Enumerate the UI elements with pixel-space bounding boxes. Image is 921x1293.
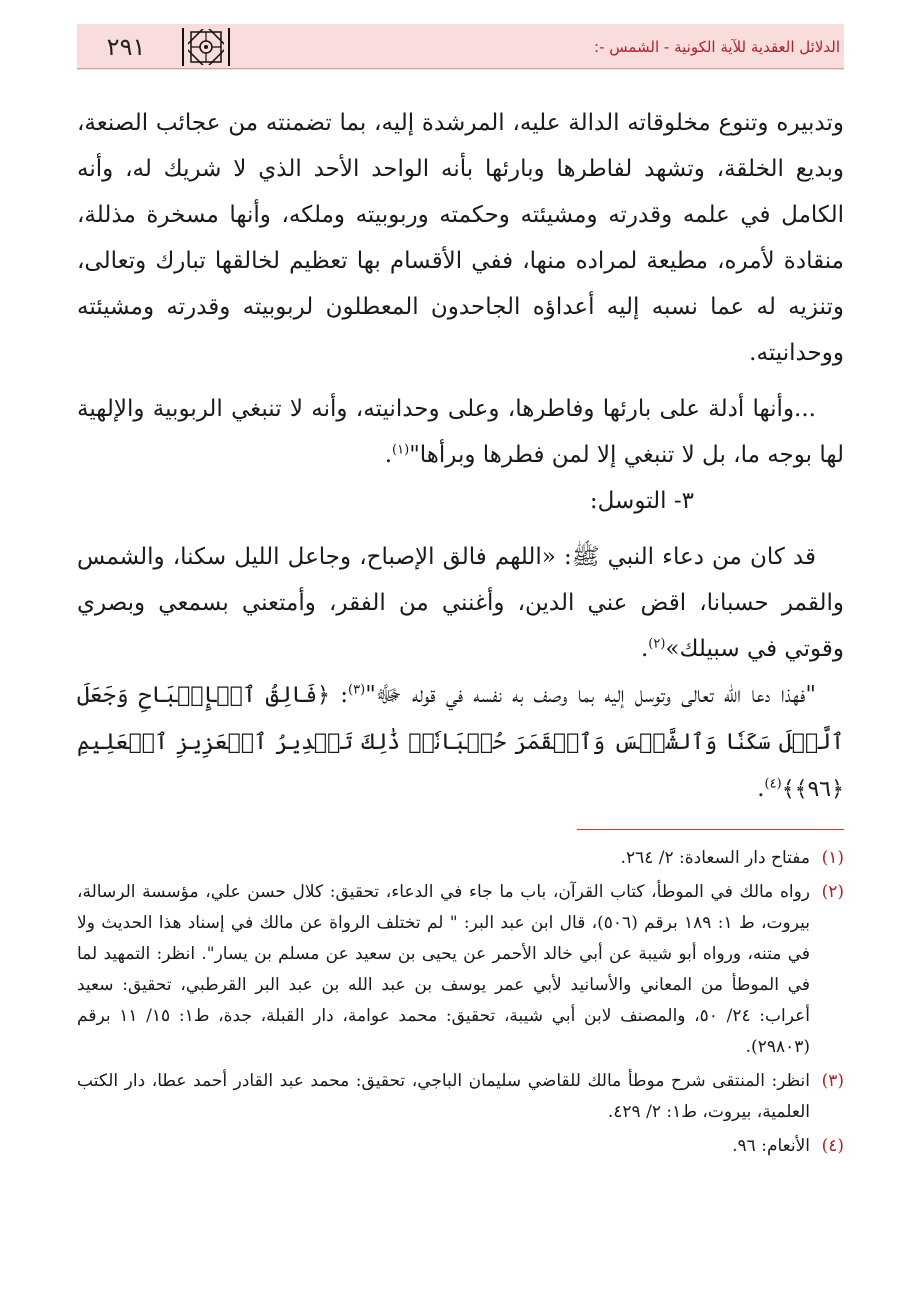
ornament-box [182,28,230,66]
footnote-ref-1: (١) [392,442,410,458]
paragraph-4 [77,672,844,813]
page-number: ٢٩١ [106,33,146,61]
paragraph-2 [77,386,844,478]
ornament-frame [176,25,236,69]
footnote-1 [77,843,844,874]
paragraph-3-text: قد كان من دعاء النبي ﷺ: «اللهم فالق الإصباح، وجاعل الليل سكنا، والشمس والقمر حسبانا، اقض عني الدين، وأغنني من الفقر، وأمتعني بسمعي وبصري وقوتي في سبيلك» [77,544,844,662]
footnote-ref-2: (٢) [648,636,666,652]
paragraph-4-text: "فهذا دعا الله تعالى وتوسل إليه بما وصف به نفسه في قوله ﷻ" [365,682,817,708]
footnote-text: الأنعام: ٩٦. [732,1136,810,1156]
running-title: الدلائل العقدية للآية الكونية - الشمس -: [593,38,840,56]
paragraph-2-end: . [384,442,393,468]
footnotes [77,843,844,1165]
footnote-number: (٤) [821,1136,844,1156]
paragraph-3 [77,534,844,672]
paragraph-4-end: . [757,776,765,802]
paragraph-2-text: ...وأنها أدلة على بارئها وفاطرها، وعلى وحدانيته، وأنه لا تنبغي الربوبية والإلهية لها بوجه ما، بل لا تنبغي إلا لمن فطرها وبرأها" [77,396,844,468]
islamic-star-ornament-icon [188,29,224,65]
footnote-number: (٢) [821,882,844,902]
footnote-4 [77,1131,844,1162]
footnote-3 [77,1066,844,1128]
main-text [77,100,844,813]
paragraph-4-colon: : [330,682,349,708]
footnote-2 [77,877,844,1063]
footnote-text: رواه مالك في الموطأ، كتاب القرآن، باب ما جاء في الدعاء، تحقيق: كلال حسن علي، مؤسسة الرسالة، بيروت، ط ١: ١٨٩ برقم (٥٠٦)، قال ابن عبد البر: " لم تختلف الرواة عن مالك في إسناد هذا الحديث ولا في متنه، ورواه أبو شيبة عن أبي خالد الأحمر عن يحيى بن سعيد عن مسلم بن يسار". انظر: التمهيد لما في الموطأ من المعاني والأسانيد لأبي عمر يوسف بن عبد الله بن عبد البر القرطبي، تحقيق: سعيد أعراب: ٢٤/ ٥٠، والمصنف لابن أبي شيبة، تحقيق: محمد عوامة، دار القبلة، جدة، ط١: ١٥/ ١١ برقم (٢٩٨٠٣). [77,882,811,1057]
footnote-number: (٣) [821,1071,844,1091]
page-header [77,24,844,70]
footnote-text: مفتاح دار السعادة: ٢/ ٢٦٤. [620,848,810,868]
footnote-text: انظر: المنتقى شرح موطأ مالك للقاضي سليمان الباجي، تحقيق: محمد عبد القادر أحمد عطا، دار الكتب العلمية، بيروت، ط١: ٢/ ٤٢٩. [77,1071,810,1122]
quran-verse: ﴿فَالِقُ ٱلۡإِصۡبَاحِ وَجَعَلَ ٱلَّيۡلَ سَكَنٗا وَٱلشَّمۡسَ وَٱلۡقَمَرَ حُسۡبَانٗاۚ ذَٰلِكَ تَقۡدِيرُ ٱلۡعَزِيزِ ٱلۡعَلِيمِ ﴿٩٦﴾﴾ [77,683,844,802]
footnote-separator [577,829,844,830]
footnote-ref-4: (٤) [764,776,782,792]
footnote-ref-3: (٣) [348,682,366,698]
paragraph-1: وتدبيره وتنوع مخلوقاته الدالة عليه، المرشدة إليه، بما تضمنته من عجائب الصنعة، وبديع الخلقة، وتشهد لفاطرها وبارئها بأنه الواحد الأحد الذي لا شريك له، وأنه الكامل في علمه وقدرته ومشيئته وحكمته وربوبيته وملكه، وأنها مسخرة مذللة، منقادة لأمره، مطيعة لمراده منها، ففي الأقسام بها تعظيم لخالقها تبارك وتعالى، وتنزيه له عما نسبه إليه أعداؤه الجاحدون المعطلون لربوبيته وقدرته ومشيئته ووحدانيته. [77,110,844,366]
paragraph-3-end: . [640,636,649,662]
footnote-number: (١) [821,848,844,868]
section-heading: ٣- التوسل: [589,488,694,514]
